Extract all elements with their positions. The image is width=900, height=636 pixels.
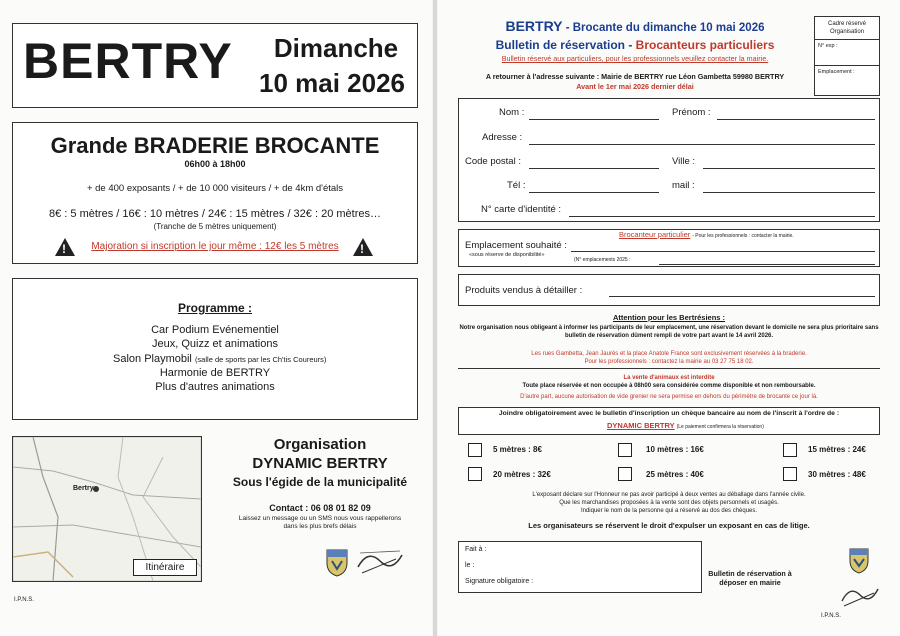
option-30m-checkbox[interactable] bbox=[783, 467, 797, 481]
contact-phone: Contact : 06 08 01 82 09 bbox=[269, 503, 371, 513]
emplacement-note: «sous réserve de disponibilité» bbox=[469, 252, 545, 258]
attention-para1: Notre organisation nous obligeant à informer les participants de leur emplacement, une réservation devant le domicile ne sera plus prioritaire sans bulletin de réservation dûment rempli de votre part avant le 14 avril 2026. bbox=[459, 325, 879, 339]
right-form-page bbox=[438, 0, 900, 636]
programme-item bbox=[113, 353, 326, 365]
cheque-note: (Le paiement confirmera la réservation) bbox=[676, 424, 764, 430]
programme-title: Programme : bbox=[177, 301, 253, 315]
reserved-title: Cadre réservé Organisation bbox=[827, 21, 866, 35]
header-note: Bulletin réservé aux particuliers, pour les professionnels veuillez contacter la mairie. bbox=[501, 54, 769, 63]
day-label: Dimanche bbox=[273, 33, 399, 63]
attention-para2a: Les rues Gambetta, Jean Jaurès et la place Anatole France sont exclusivement réservées à la braderie. bbox=[531, 351, 807, 357]
produits-box bbox=[458, 274, 880, 306]
honneur-line: Indiquer le nom de la personne qui a réservé au dos des chèques. bbox=[580, 508, 758, 514]
cheque-payee-row bbox=[607, 421, 764, 430]
org-name: DYNAMIC BERTRY bbox=[252, 455, 388, 472]
brocanteur-row bbox=[619, 230, 794, 239]
signature-box bbox=[458, 541, 702, 593]
option-30m-label: 30 mètres : 48€ bbox=[808, 470, 866, 479]
option-5m-label: 5 mètres : 8€ bbox=[493, 445, 542, 454]
tel-label: Tél : bbox=[507, 180, 526, 191]
brocanteurs-label: Brocanteurs particuliers bbox=[635, 38, 775, 52]
bulletin-label: Bulletin de réservation - bbox=[495, 38, 636, 52]
contact-note: dans les plus brefs délais bbox=[283, 523, 357, 530]
cp-label: Code postal : bbox=[465, 156, 521, 167]
fait-label: Fait à : bbox=[465, 546, 487, 553]
header-box bbox=[12, 23, 418, 108]
ville-input[interactable] bbox=[703, 168, 875, 169]
reserved-exp-label: N° exp : bbox=[818, 43, 838, 49]
contact-note: Laissez un message ou un SMS nous vous rappellerons bbox=[238, 515, 402, 522]
prenom-label: Prénom : bbox=[672, 107, 711, 118]
cheque-payee: DYNAMIC BERTRY bbox=[607, 421, 675, 430]
emplacement-label: Emplacement souhaité : bbox=[465, 240, 567, 251]
adresse-label: Adresse : bbox=[482, 132, 523, 143]
programme-box bbox=[12, 278, 418, 420]
prenom-input[interactable] bbox=[717, 119, 875, 120]
form-header-subtitle bbox=[452, 38, 818, 52]
reserved-place-label: Emplacement : bbox=[818, 69, 855, 75]
dynamic-bertry-logo-icon bbox=[840, 583, 880, 609]
options-box bbox=[458, 437, 880, 487]
page-fold bbox=[433, 0, 437, 636]
brocanteur-note: - Pour les professionnels : contacter la mairie. bbox=[692, 233, 794, 239]
id-card-label: N° carte d'identité : bbox=[481, 204, 562, 215]
date-label: 10 mai 2026 bbox=[258, 68, 405, 98]
event-stats: + de 400 exposants / + de 10 000 visiteurs / + de 4km d'étals bbox=[86, 183, 344, 194]
option-25m-label: 25 mètres : 40€ bbox=[646, 470, 704, 479]
header-town: BERTRY bbox=[505, 18, 563, 34]
emplacement-input[interactable] bbox=[571, 251, 875, 252]
cp-input[interactable] bbox=[529, 168, 659, 169]
programme-item: Car Podium Evénementiel bbox=[151, 324, 279, 336]
adresse-input[interactable] bbox=[529, 144, 875, 145]
produits-label: Produits vendus à détailler : bbox=[465, 285, 583, 296]
cheque-text: Joindre obligatoirement avec le bulletin d'inscription un chèque bancaire au nom de l'inscrit à l'ordre de : bbox=[498, 410, 840, 417]
warning-icon: ! bbox=[353, 238, 373, 256]
mail-input[interactable] bbox=[703, 192, 875, 193]
town-title: BERTRY bbox=[23, 33, 233, 89]
header-rest: - Brocante du dimanche 10 mai 2026 bbox=[562, 22, 765, 34]
cheque-box bbox=[458, 407, 880, 435]
option-20m-checkbox[interactable] bbox=[468, 467, 482, 481]
option-20m-label: 20 mètres : 32€ bbox=[493, 470, 551, 479]
ipns-footer: I.P.N.S. bbox=[821, 613, 841, 619]
bertry-coat-of-arms-icon bbox=[326, 549, 348, 577]
reserved-divider bbox=[815, 65, 879, 66]
attention-divider bbox=[458, 368, 880, 369]
form-header bbox=[452, 12, 818, 96]
surcharge-text: Majoration si inscription le jour même : 12€ les 5 mètres bbox=[91, 241, 339, 252]
event-prices: 8€ : 5 mètres / 16€ : 10 mètres / 24€ : 15 mètres / 32€ : 20 mètres… bbox=[49, 208, 381, 220]
left-flyer-page bbox=[0, 0, 432, 636]
itineraire-button[interactable] bbox=[133, 559, 197, 576]
option-5m-checkbox[interactable] bbox=[468, 443, 482, 457]
identity-box bbox=[458, 98, 880, 222]
depot-text: Bulletin de réservation à déposer en mairie bbox=[708, 569, 792, 587]
programme-item: Plus d'autres animations bbox=[155, 381, 275, 393]
event-box bbox=[12, 122, 418, 264]
attention-box bbox=[458, 322, 880, 405]
id-card-input[interactable] bbox=[569, 216, 875, 217]
option-10m-label: 10 mètres : 16€ bbox=[646, 445, 704, 454]
brocanteur-label: Brocanteur particulier bbox=[619, 230, 691, 239]
dynamic-bertry-logo-icon bbox=[356, 547, 404, 577]
option-25m-checkbox[interactable] bbox=[618, 467, 632, 481]
ipns-footer: I.P.N.S. bbox=[14, 597, 34, 603]
produits-input[interactable] bbox=[609, 296, 875, 297]
event-prices-note: (Tranche de 5 mètres uniquement) bbox=[153, 222, 277, 231]
mail-label: mail : bbox=[672, 180, 695, 191]
bertry-coat-of-arms-icon bbox=[849, 548, 869, 574]
org-sub: Sous l'égide de la municipalité bbox=[232, 475, 408, 489]
location-map[interactable] bbox=[12, 436, 202, 582]
le-label: le : bbox=[465, 562, 475, 569]
attention-para3c: D'autre part, aucune autorisation de vide grenier ne sera permise en dehors du périmètre de brocante ce jour là. bbox=[520, 394, 818, 400]
emplacement-box bbox=[458, 229, 880, 267]
honneur-line: Que les marchandises proposées à la vente sont des objets personnels et usagés. bbox=[559, 500, 779, 506]
form-header-title bbox=[452, 18, 818, 34]
option-15m-label: 15 mètres : 24€ bbox=[808, 445, 866, 454]
programme-playmobil: Salon Playmobil bbox=[113, 353, 192, 365]
event-title: Grande BRADERIE BROCANTE bbox=[50, 133, 380, 158]
attention-para3b: Toute place réservée et non occupée à 08h00 sera considérée comme disponible et non remboursable. bbox=[522, 383, 816, 389]
playmobil-note: (salle de sports par les Ch'tis Coureurs) bbox=[194, 355, 327, 364]
warning-icon: ! bbox=[55, 238, 75, 256]
nom-label: Nom : bbox=[499, 107, 525, 118]
emplacement-2025-label: (N° emplacements 2025 : bbox=[574, 257, 631, 263]
option-10m-checkbox[interactable] bbox=[618, 443, 632, 457]
map-town-label: Bertry bbox=[73, 485, 94, 492]
nom-input[interactable] bbox=[529, 119, 659, 120]
attention-para3a: La vente d'animaux est interdite bbox=[623, 375, 715, 381]
event-hours: 06h00 à 18h00 bbox=[184, 159, 246, 169]
option-15m-checkbox[interactable] bbox=[783, 443, 797, 457]
deadline-text: Avant le 1er mai 2026 dernier délai bbox=[576, 82, 694, 91]
attention-title: Attention pour les Bertrésiens : bbox=[612, 313, 726, 322]
reserved-divider bbox=[815, 39, 879, 40]
return-address: A retourner à l'adresse suivante : Mairie de BERTRY rue Léon Gambetta 59980 BERTRY bbox=[485, 72, 785, 81]
tel-input[interactable] bbox=[529, 192, 659, 193]
ville-label: Ville : bbox=[672, 156, 696, 167]
org-title: Organisation bbox=[273, 436, 367, 453]
itineraire-label: Itinéraire bbox=[145, 562, 185, 573]
signature-label: Signature obligatoire : bbox=[465, 578, 534, 585]
litige-text: Les organisateurs se réservent le droit d'expulser un exposant en cas de litige. bbox=[528, 521, 810, 530]
attention-para2b: Pour les professionnels : contactez la mairie au 03 27 75 18 02. bbox=[584, 359, 754, 365]
programme-item: Harmonie de BERTRY bbox=[159, 367, 271, 379]
honneur-line: L'exposant déclare sur l'Honneur ne pas avoir participé à deux ventes au déballage dans l'année civile. bbox=[532, 492, 806, 498]
programme-item: Jeux, Quizz et animations bbox=[152, 338, 278, 350]
reserved-organisation-box bbox=[814, 16, 880, 96]
emplacement-2025-input[interactable] bbox=[659, 264, 875, 265]
